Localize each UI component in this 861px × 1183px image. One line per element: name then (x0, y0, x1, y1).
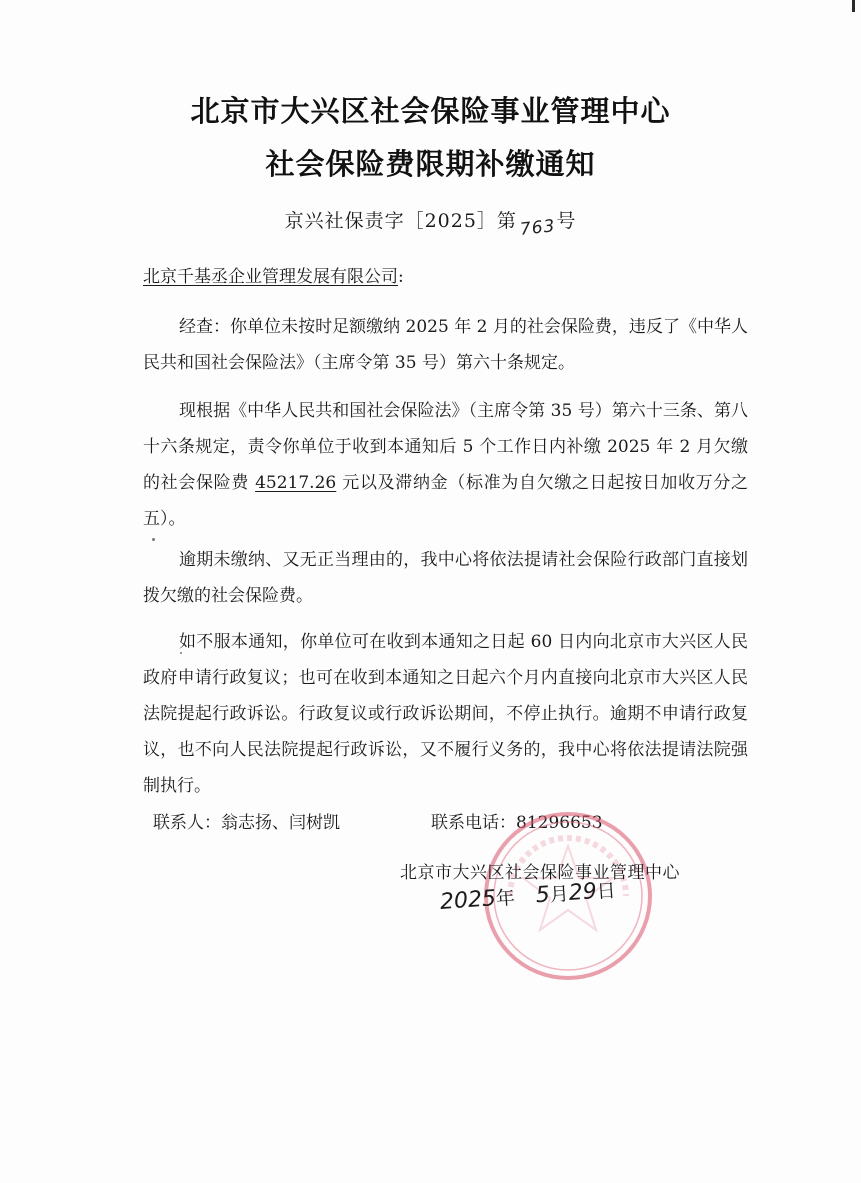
contact-persons: 联系人：翁志扬、闫树凯 (153, 813, 340, 833)
date-day-unit: 日 (595, 879, 617, 904)
scan-corner-mark (852, 0, 855, 12)
paragraph-appeal: 如不服本通知，你单位可在收到本通知之日起 60 日内向北京市大兴区人民政府申请行政复议；也可在收到本通知之日起六个月内直接向北京市大兴区人民法院提起行政诉讼。行政复议或行政诉讼期间，不停止执行。逾期不申请行政复议，也不向人民法院提起行政诉讼，又不履行义务的，我中心将依法提请法院强制执行。 (143, 632, 748, 796)
paragraph-order (143, 393, 748, 537)
date-year: 2025 (439, 886, 497, 915)
contact-phone: 联系电话：81296653 (431, 813, 603, 833)
arrears-amount: 45217.26 (255, 473, 337, 493)
date-month-unit: 月 (549, 883, 570, 907)
addressee-name: 北京千基丞企业管理发展有限公司 (143, 267, 398, 287)
document-number-prefix: 京兴社保责字［2025］第 (284, 210, 517, 232)
signature-organization: 北京市大兴区社会保险事业管理中心 (400, 863, 680, 883)
paragraph-order-text-1: 现根据《中华人民共和国社会保险法》（主席令第 35 号）第六十三条、第八十六条规定，责令你单位于收到本通知后 5 个工作日内补缴 2025 年 2 月欠缴的社会保险费 (143, 401, 748, 493)
date-month: 5 (534, 882, 551, 909)
addressee (143, 262, 404, 287)
scan-speck (180, 652, 182, 654)
document-number (0, 206, 861, 240)
issuer-title: 北京市大兴区社会保险事业管理中心 (190, 94, 671, 128)
date-year-unit: 年 (495, 886, 516, 911)
paragraph-order-text-2: 元以及滞纳金（标准为自欠缴之日起按日加收万分之五）。 (143, 473, 749, 529)
paragraph-finding: 经查：你单位未按时足额缴纳 2025 年 2 月的社会保险费，违反了《中华人民共和国社会保险法》（主席令第 35 号）第六十条规定。 (143, 317, 748, 373)
document-number-suffix: 号 (556, 210, 577, 232)
date-day: 29 (567, 879, 598, 906)
addressee-colon: : (398, 267, 404, 287)
document-number-handwritten: 763 (518, 216, 557, 240)
notice-title: 社会保险费限期补缴通知 (265, 147, 596, 181)
scan-speck (152, 538, 155, 541)
paragraph-consequence: 逾期未缴纳、又无正当理由的，我中心将依法提请社会保险行政部门直接划拨欠缴的社会保险费。 (143, 550, 748, 606)
